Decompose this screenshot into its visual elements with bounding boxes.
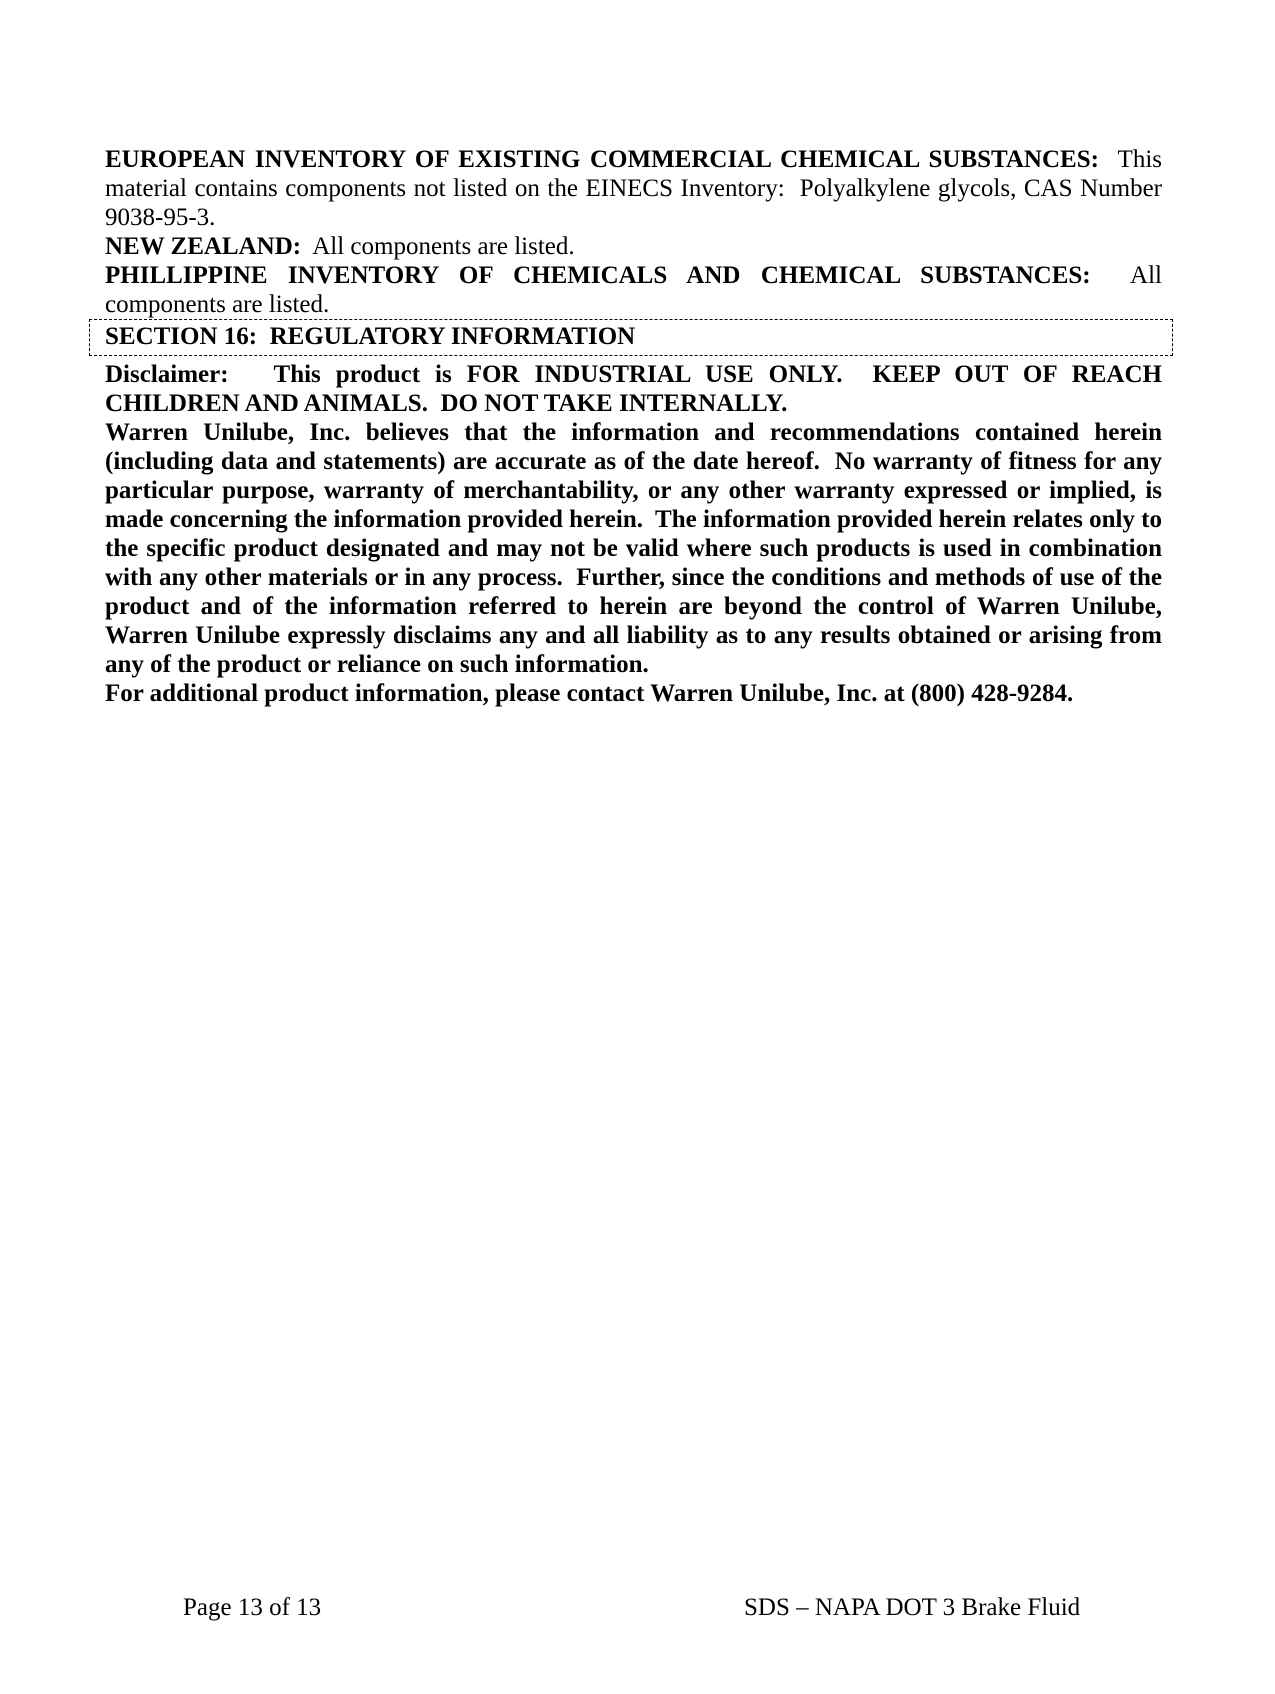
new-zealand-heading-label: NEW ZEALAND:: [105, 233, 302, 260]
paragraph-philippine: [105, 261, 1162, 319]
new-zealand-body-text: All components are listed.: [301, 233, 575, 260]
section16-header-title: SECTION 16: REGULATORY INFORMATION: [105, 323, 636, 350]
disclaimer-paragraph: Disclaimer: This product is FOR INDUSTRIAL USE ONLY. KEEP OUT OF REACH CHILDREN AND ANIMALS. DO NOT TAKE INTERNALLY.: [105, 361, 1162, 417]
contact-info-paragraph: For additional product information, please contact Warren Unilube, Inc. at (800) 428-9284.: [105, 680, 1074, 707]
document-body: [105, 145, 1162, 708]
liability-statement-paragraph: Warren Unilube, Inc. believes that the information and recommendations contained herein (including data and statements) are accurate as of the date hereof. No warranty of fitness for any particular purpose, warranty of merchantability, or any other warranty expressed or implied, is made concerning the information provided herein. The information provided herein relates only to the specific product designated and may not be valid where such products is used in combination with any other materials or in any process. Further, since the conditions and methods of use of the product and of the information referred to herein are beyond the control of Warren Unilube, Warren Unilube expressly disclaims any and all liability as to any results obtained or arising from any of the product or reliance on such information.: [105, 419, 1162, 678]
einecs-heading-label: EUROPEAN INVENTORY OF EXISTING COMMERCIAL CHEMICAL SUBSTANCES:: [105, 146, 1099, 173]
footer-doc-title: SDS – NAPA DOT 3 Brake Fluid: [744, 1594, 1081, 1621]
einecs-body-text: This material contains components not listed on the EINECS Inventory: Polyalkylene glycols, CAS Number 9038-95-3.: [105, 146, 1162, 231]
page-footer: [0, 1593, 1275, 1623]
footer-page-number: Page 13 of 13: [183, 1594, 322, 1621]
philippine-heading-label: PHILLIPPINE INVENTORY OF CHEMICALS AND CHEMICAL SUBSTANCES:: [105, 262, 1091, 289]
section16-header-box: [89, 319, 1173, 356]
philippine-body-text: All components are listed.: [105, 262, 1162, 318]
paragraph-new-zealand: [105, 232, 1162, 261]
paragraph-einecs: [105, 145, 1162, 232]
